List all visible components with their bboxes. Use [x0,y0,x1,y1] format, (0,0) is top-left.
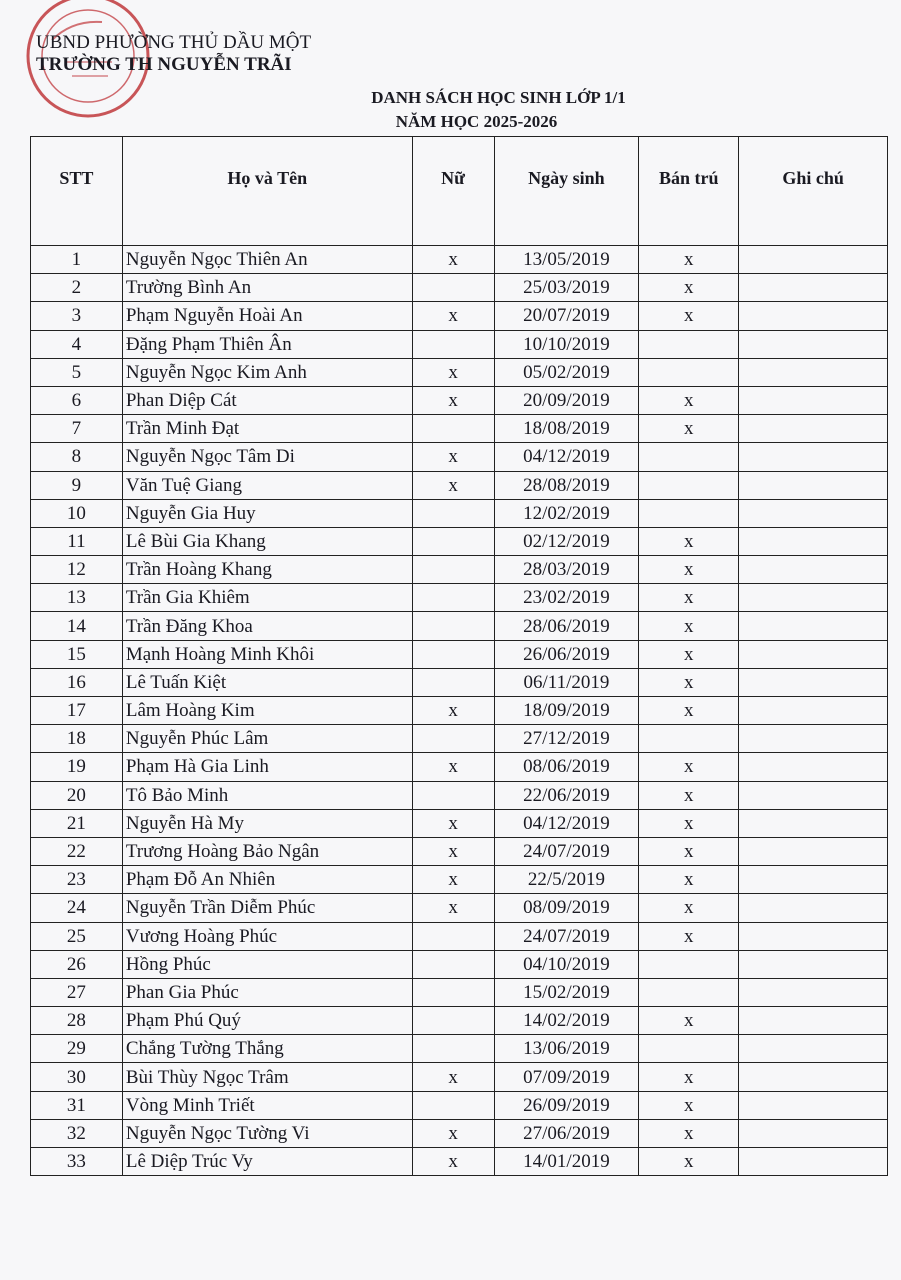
table-row [31,1035,888,1063]
table-row [31,837,888,865]
cell-boarding [639,725,739,753]
cell-name: Đặng Phạm Thiên Ân [122,330,412,358]
table-row [31,584,888,612]
table-row [31,753,888,781]
header-female: Nữ [412,137,494,246]
cell-notes [739,499,888,527]
cell-boarding: x [639,640,739,668]
table-row [31,809,888,837]
cell-notes [739,809,888,837]
cell-name: Nguyễn Ngọc Kim Anh [122,358,412,386]
cell-female: x [412,386,494,414]
cell-female: x [412,753,494,781]
org-name: UBND PHƯỜNG THỦ DẦU MỘT [36,32,312,53]
cell-stt: 31 [31,1091,123,1119]
cell-female [412,725,494,753]
cell-dob: 27/06/2019 [494,1119,639,1147]
table-row [31,950,888,978]
cell-female [412,415,494,443]
cell-notes [739,556,888,584]
cell-dob: 02/12/2019 [494,527,639,555]
cell-boarding: x [639,612,739,640]
cell-notes [739,274,888,302]
cell-notes [739,612,888,640]
cell-stt: 15 [31,640,123,668]
cell-boarding [639,978,739,1006]
table-row [31,866,888,894]
table-row [31,386,888,414]
cell-name: Chắng Tường Thắng [122,1035,412,1063]
cell-notes [739,894,888,922]
cell-dob: 26/09/2019 [494,1091,639,1119]
cell-female [412,612,494,640]
cell-stt: 25 [31,922,123,950]
cell-name: Phạm Đỗ An Nhiên [122,866,412,894]
cell-boarding: x [639,922,739,950]
cell-stt: 14 [31,612,123,640]
cell-boarding: x [639,556,739,584]
table-row [31,471,888,499]
cell-female [412,527,494,555]
table-row [31,1091,888,1119]
cell-stt: 11 [31,527,123,555]
cell-name: Trương Hoàng Bảo Ngân [122,837,412,865]
cell-stt: 12 [31,556,123,584]
table-row [31,697,888,725]
cell-dob: 24/07/2019 [494,837,639,865]
cell-boarding: x [639,866,739,894]
cell-name: Lê Diệp Trúc Vy [122,1148,412,1176]
cell-female [412,781,494,809]
table-row [31,246,888,274]
cell-dob: 20/07/2019 [494,302,639,330]
table-row [31,978,888,1006]
cell-dob: 24/07/2019 [494,922,639,950]
table-row [31,330,888,358]
cell-notes [739,978,888,1006]
cell-name: Lê Bùi Gia Khang [122,527,412,555]
cell-dob: 13/06/2019 [494,1035,639,1063]
table-row [31,527,888,555]
cell-boarding [639,471,739,499]
cell-dob: 04/12/2019 [494,809,639,837]
cell-dob: 10/10/2019 [494,330,639,358]
table-row [31,612,888,640]
cell-boarding: x [639,809,739,837]
table-header-row [31,137,888,246]
cell-stt: 24 [31,894,123,922]
cell-female [412,950,494,978]
cell-stt: 28 [31,1007,123,1035]
cell-boarding [639,499,739,527]
table-row [31,556,888,584]
cell-dob: 14/02/2019 [494,1007,639,1035]
cell-stt: 5 [31,358,123,386]
table-row [31,499,888,527]
header-stt: STT [31,137,123,246]
cell-female: x [412,1119,494,1147]
cell-notes [739,668,888,696]
cell-stt: 17 [31,697,123,725]
cell-female [412,640,494,668]
cell-notes [739,386,888,414]
cell-boarding: x [639,1063,739,1091]
table-row [31,1007,888,1035]
cell-female [412,330,494,358]
header-notes: Ghi chú [739,137,888,246]
cell-boarding: x [639,1148,739,1176]
table-row [31,1063,888,1091]
cell-notes [739,922,888,950]
cell-boarding: x [639,1091,739,1119]
cell-dob: 28/06/2019 [494,612,639,640]
cell-dob: 05/02/2019 [494,358,639,386]
cell-female: x [412,443,494,471]
cell-notes [739,950,888,978]
cell-female [412,1035,494,1063]
cell-notes [739,837,888,865]
cell-boarding: x [639,781,739,809]
cell-dob: 22/5/2019 [494,866,639,894]
cell-boarding [639,950,739,978]
cell-name: Nguyễn Hà My [122,809,412,837]
cell-dob: 28/03/2019 [494,556,639,584]
cell-notes [739,697,888,725]
cell-notes [739,753,888,781]
cell-notes [739,725,888,753]
table-row [31,1148,888,1176]
cell-female: x [412,837,494,865]
cell-dob: 23/02/2019 [494,584,639,612]
cell-stt: 33 [31,1148,123,1176]
cell-dob: 20/09/2019 [494,386,639,414]
cell-stt: 18 [31,725,123,753]
cell-female [412,556,494,584]
cell-stt: 1 [31,246,123,274]
cell-name: Văn Tuệ Giang [122,471,412,499]
cell-female: x [412,697,494,725]
cell-name: Trường Bình An [122,274,412,302]
cell-name: Lâm Hoàng Kim [122,697,412,725]
cell-boarding [639,330,739,358]
cell-stt: 3 [31,302,123,330]
cell-notes [739,1119,888,1147]
cell-boarding: x [639,415,739,443]
cell-notes [739,1035,888,1063]
cell-female: x [412,302,494,330]
cell-notes [739,1148,888,1176]
table-row [31,443,888,471]
cell-dob: 04/12/2019 [494,443,639,471]
cell-dob: 18/08/2019 [494,415,639,443]
table-row [31,725,888,753]
cell-boarding: x [639,837,739,865]
cell-stt: 27 [31,978,123,1006]
cell-boarding: x [639,668,739,696]
cell-boarding: x [639,894,739,922]
cell-notes [739,302,888,330]
cell-notes [739,584,888,612]
cell-name: Trần Đăng Khoa [122,612,412,640]
cell-stt: 21 [31,809,123,837]
cell-name: Nguyễn Phúc Lâm [122,725,412,753]
cell-female: x [412,809,494,837]
table-row [31,302,888,330]
cell-stt: 10 [31,499,123,527]
cell-dob: 13/05/2019 [494,246,639,274]
cell-name: Vương Hoàng Phúc [122,922,412,950]
cell-stt: 32 [31,1119,123,1147]
cell-female [412,274,494,302]
cell-female: x [412,894,494,922]
cell-name: Phạm Hà Gia Linh [122,753,412,781]
cell-name: Hồng Phúc [122,950,412,978]
student-list-table [30,136,888,1176]
cell-stt: 16 [31,668,123,696]
cell-name: Nguyễn Trần Diễm Phúc [122,894,412,922]
cell-boarding: x [639,584,739,612]
cell-name: Nguyễn Ngọc Tường Vi [122,1119,412,1147]
cell-name: Phạm Phú Quý [122,1007,412,1035]
cell-stt: 8 [31,443,123,471]
cell-notes [739,330,888,358]
cell-dob: 08/09/2019 [494,894,639,922]
cell-dob: 07/09/2019 [494,1063,639,1091]
table-row [31,922,888,950]
header-dob: Ngày sinh [494,137,639,246]
cell-stt: 19 [31,753,123,781]
cell-boarding [639,443,739,471]
cell-name: Trần Gia Khiêm [122,584,412,612]
cell-stt: 9 [31,471,123,499]
cell-name: Nguyễn Ngọc Tâm Di [122,443,412,471]
header-name: Họ và Tên [122,137,412,246]
cell-female [412,1091,494,1119]
cell-boarding: x [639,274,739,302]
cell-name: Tô Bảo Minh [122,781,412,809]
cell-boarding: x [639,1007,739,1035]
cell-name: Trần Minh Đạt [122,415,412,443]
table-row [31,781,888,809]
cell-female: x [412,246,494,274]
cell-stt: 22 [31,837,123,865]
cell-notes [739,640,888,668]
cell-name: Trần Hoàng Khang [122,556,412,584]
cell-notes [739,781,888,809]
cell-dob: 18/09/2019 [494,697,639,725]
cell-notes [739,1007,888,1035]
cell-stt: 13 [31,584,123,612]
cell-dob: 22/06/2019 [494,781,639,809]
cell-name: Lê Tuấn Kiệt [122,668,412,696]
cell-dob: 27/12/2019 [494,725,639,753]
cell-notes [739,1063,888,1091]
cell-stt: 4 [31,330,123,358]
cell-name: Bùi Thùy Ngọc Trâm [122,1063,412,1091]
cell-boarding [639,1035,739,1063]
cell-notes [739,1091,888,1119]
cell-name: Nguyễn Gia Huy [122,499,412,527]
cell-stt: 20 [31,781,123,809]
cell-notes [739,866,888,894]
cell-boarding: x [639,386,739,414]
cell-dob: 06/11/2019 [494,668,639,696]
cell-female: x [412,471,494,499]
cell-notes [739,443,888,471]
cell-stt: 6 [31,386,123,414]
cell-stt: 29 [31,1035,123,1063]
cell-female: x [412,866,494,894]
table-row [31,668,888,696]
cell-name: Phan Gia Phúc [122,978,412,1006]
document-title: DANH SÁCH HỌC SINH LỚP 1/1 [371,88,626,107]
table-row [31,894,888,922]
header-boarding: Bán trú [639,137,739,246]
cell-female: x [412,1063,494,1091]
cell-female [412,922,494,950]
table-row [31,415,888,443]
cell-boarding: x [639,302,739,330]
cell-stt: 7 [31,415,123,443]
cell-stt: 26 [31,950,123,978]
cell-female [412,584,494,612]
cell-notes [739,471,888,499]
table-row [31,274,888,302]
cell-female: x [412,358,494,386]
cell-name: Phan Diệp Cát [122,386,412,414]
cell-boarding: x [639,753,739,781]
cell-notes [739,358,888,386]
cell-female [412,1007,494,1035]
cell-female: x [412,1148,494,1176]
cell-boarding: x [639,246,739,274]
cell-notes [739,246,888,274]
cell-notes [739,415,888,443]
cell-stt: 30 [31,1063,123,1091]
cell-female [412,978,494,1006]
cell-boarding: x [639,697,739,725]
table-row [31,640,888,668]
cell-name: Phạm Nguyễn Hoài An [122,302,412,330]
cell-boarding: x [639,1119,739,1147]
cell-dob: 15/02/2019 [494,978,639,1006]
cell-name: Vòng Minh Triết [122,1091,412,1119]
header-organization [36,32,311,76]
cell-notes [739,527,888,555]
school-year: NĂM HỌC 2025-2026 [395,112,558,131]
cell-name: Nguyễn Ngọc Thiên An [122,246,412,274]
cell-dob: 08/06/2019 [494,753,639,781]
cell-stt: 2 [31,274,123,302]
cell-name: Mạnh Hoàng Minh Khôi [122,640,412,668]
cell-dob: 28/08/2019 [494,471,639,499]
cell-dob: 04/10/2019 [494,950,639,978]
cell-dob: 26/06/2019 [494,640,639,668]
cell-female [412,668,494,696]
cell-dob: 14/01/2019 [494,1148,639,1176]
cell-female [412,499,494,527]
cell-stt: 23 [31,866,123,894]
cell-boarding: x [639,527,739,555]
school-name: TRƯỜNG TH NGUYỄN TRÃI [36,54,292,75]
table-row [31,1119,888,1147]
cell-boarding [639,358,739,386]
table-row [31,358,888,386]
cell-dob: 12/02/2019 [494,499,639,527]
cell-dob: 25/03/2019 [494,274,639,302]
